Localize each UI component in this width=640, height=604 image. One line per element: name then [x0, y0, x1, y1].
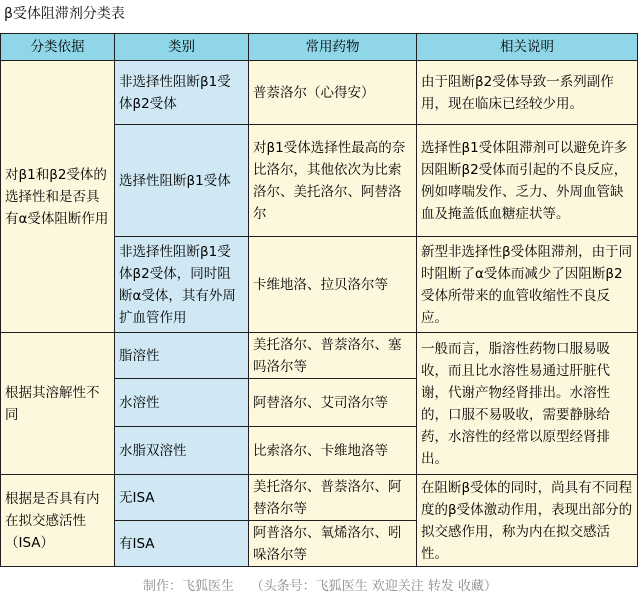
table-row — [1, 61, 638, 125]
footer-source: （头条号：飞狐医生 欢迎关注 转发 收藏） — [250, 579, 497, 594]
category-cell: 水溶性 — [115, 379, 249, 427]
note-cell: 在阻断β受体的同时，尚具有不同程度的β受体激动作用，表现出部分的拟交感作用，称为内在拟交感活性。 — [417, 475, 638, 567]
header-note: 相关说明 — [417, 34, 638, 61]
footer-credit: 制作：飞狐医生 — [143, 579, 235, 594]
basis-cell: 根据其溶解性不同 — [1, 333, 115, 475]
note-cell: 一般而言，脂溶性药物口服易吸收，而且比水溶性易通过肝脏代谢，代谢产物经肾排出。水溶性的，口服不易吸收，需要静脉给药，水溶性的经常以原型经肾排出。 — [417, 333, 638, 475]
beta-blocker-classification-table — [0, 33, 638, 567]
drugs-cell: 卡维地洛、拉贝洛尔等 — [249, 237, 417, 333]
category-cell: 脂溶性 — [115, 333, 249, 379]
basis-cell: 根据是否具有内在拟交感活性（ISA） — [1, 475, 115, 567]
note-cell: 由于阻断β2受体导致一系列副作用，现在临床已经较少用。 — [417, 61, 638, 125]
drugs-cell: 比索洛尔、卡维地洛等 — [249, 427, 417, 475]
basis-cell: 对β1和β2受体的选择性和是否具有α受体阻断作用 — [1, 61, 115, 333]
table-row — [1, 333, 638, 379]
category-cell: 水脂双溶性 — [115, 427, 249, 475]
drugs-cell: 阿替洛尔、艾司洛尔等 — [249, 379, 417, 427]
note-cell: 新型非选择性β受体阻滞剂，由于同时阻断了α受体而减少了因阻断β2受体所带来的血管收缩性不良反应。 — [417, 237, 638, 333]
footer — [0, 579, 640, 595]
header-basis: 分类依据 — [1, 34, 115, 61]
drugs-cell: 阿普洛尔、氧烯洛尔、吲哚洛尔等 — [249, 521, 417, 567]
category-cell: 选择性阻断β1受体 — [115, 125, 249, 237]
header-drugs: 常用药物 — [249, 34, 417, 61]
drugs-cell: 对β1受体选择性最高的奈比洛尔，其他依次为比索洛尔、美托洛尔、阿替洛尔 — [249, 125, 417, 237]
category-cell: 非选择性阻断β1受体β2受体 — [115, 61, 249, 125]
header-category: 类别 — [115, 34, 249, 61]
drugs-cell: 美托洛尔、普萘洛尔、塞吗洛尔等 — [249, 333, 417, 379]
category-cell: 有ISA — [115, 521, 249, 567]
drugs-cell: 普萘洛尔（心得安） — [249, 61, 417, 125]
table-row — [1, 475, 638, 521]
header-row — [1, 34, 638, 61]
note-cell: 选择性β1受体阻滞剂可以避免许多因阻断β2受体而引起的不良反应，例如哮喘发作、乏力、外周血管缺血及掩盖低血糖症状等。 — [417, 125, 638, 237]
category-cell: 非选择性阻断β1受体β2受体，同时阻断α受体，其有外周扩血管作用 — [115, 237, 249, 333]
table-title: β受体阻滞剂分类表 — [4, 6, 125, 22]
category-cell: 无ISA — [115, 475, 249, 521]
drugs-cell: 美托洛尔、普萘洛尔、阿替洛尔等 — [249, 475, 417, 521]
